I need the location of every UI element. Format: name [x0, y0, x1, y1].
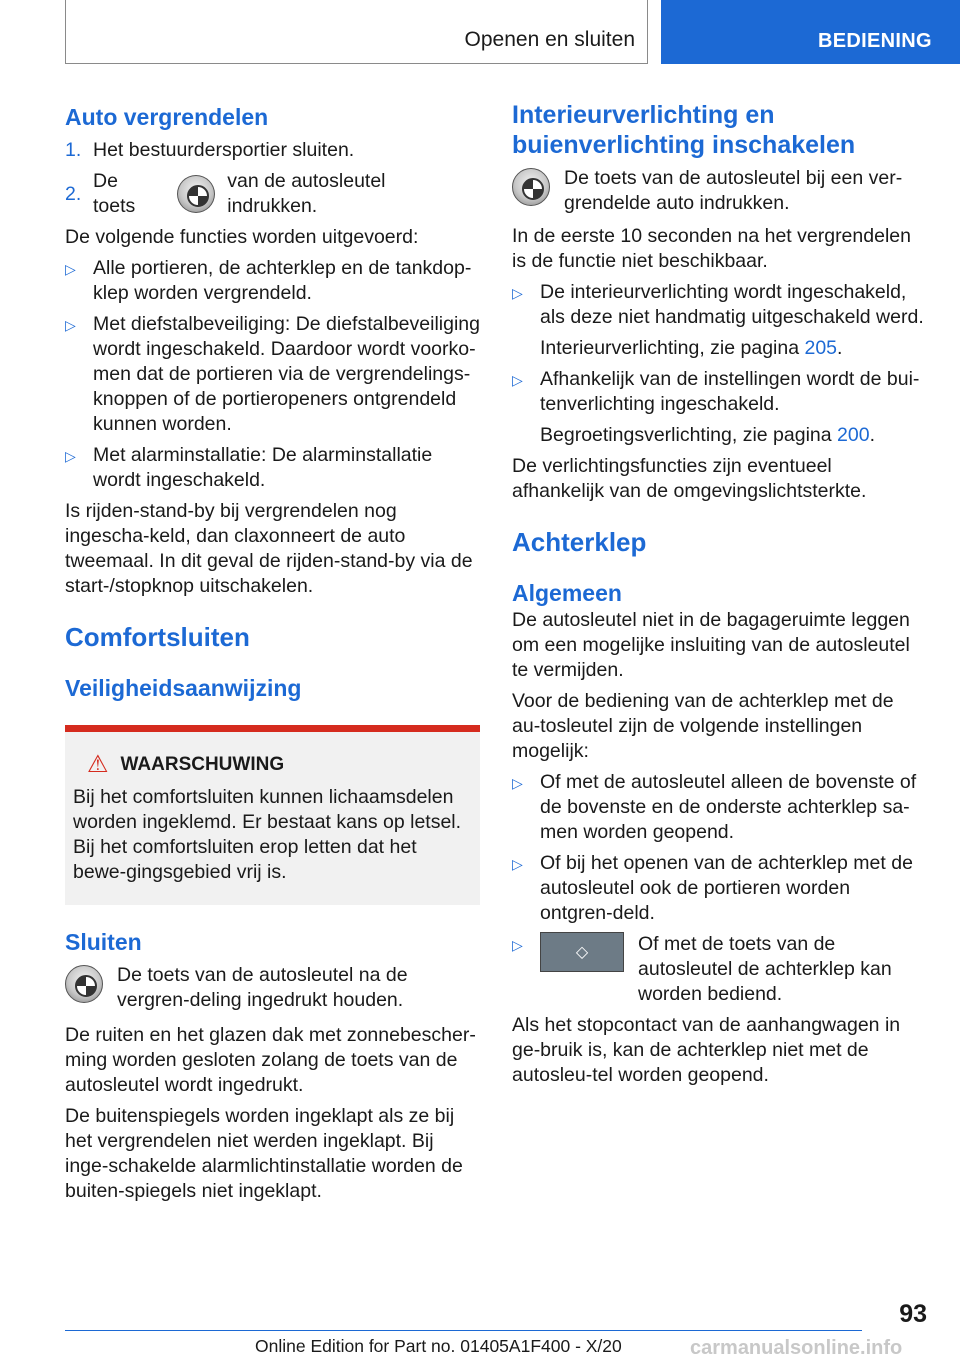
triangle-bullet-icon: ▷ — [65, 261, 76, 277]
standby-paragraph: Is rijden-stand-by bij vergrendelen nog ingescha-keld, dan claxonneert de auto tweemaal. In dit geval de rijden-stand-by via de start-/stopknop uitschakelen. — [65, 500, 473, 597]
list-item: ▷ Met alarminstallatie: De alarminstallatie wordt ingeschakeld. — [65, 444, 433, 491]
functions-intro: De volgende functies worden uitgevoerd: — [65, 226, 419, 248]
page-link-200[interactable]: 200 — [837, 424, 870, 446]
step-1-number: 1. — [65, 139, 82, 161]
footer-rule — [65, 1330, 862, 1331]
page-link-205[interactable]: 205 — [804, 337, 838, 359]
step-2-text-b: van de autosleutel indrukken. — [227, 170, 386, 217]
close-paragraph-1: De ruiten en het glazen dak met zonnebescher-ming worden gesloten zolang de toets van de autosleutel wordt ingedrukt. — [65, 1024, 476, 1096]
header-chapter-label: BEDIENING — [818, 30, 932, 52]
close-paragraph-2: De buitenspiegels worden ingeklapt als ze bij het vergrendelen niet werden ingeklapt. Bij inge-schakelde alarmlichtinstallatie worden de buiten-spiegels niet ingeklapt. — [65, 1105, 463, 1202]
heading-comfortsluiten: Comfortsluiten — [65, 622, 250, 652]
header-section-title: Openen en sluiten — [464, 28, 635, 51]
footer-edition: Online Edition for Part no. 01405A1F400 - X/20 — [255, 1336, 622, 1356]
list-item: ▷ Afhankelijk van de instellingen wordt de bui-tenverlichting ingeschakeld. Begroetingsverlichting, zie pagina 200. — [512, 368, 920, 446]
bmw-key-button-icon — [512, 168, 550, 206]
step-2-text-a: De toets — [93, 170, 136, 217]
interior-paragraph-1: In de eerste 10 seconden na het vergrendelen is de functie niet beschikbaar. — [512, 225, 911, 272]
step-2-number: 2. — [65, 182, 82, 205]
heading-auto-vergrendelen: Auto vergrendelen — [65, 104, 269, 130]
left-column — [65, 100, 480, 1204]
list-item: ▷ Met diefstalbeveiliging: De diefstalbeveiliging wordt ingeschakeld. Daardoor wordt voorko-men dat de portieren via de vergrendelings-knoppen of de portieropeners ontgrendeld kunnen worden. — [65, 313, 480, 435]
triangle-bullet-icon: ▷ — [65, 448, 76, 464]
tailgate-button-icon: ◇ — [540, 932, 624, 972]
right-column — [512, 100, 927, 1088]
warning-box — [65, 725, 480, 905]
general-paragraph-1: De autosleutel niet in de bagageruimte leggen om een mogelijke insluiting van de autosleutel te vermijden. — [512, 609, 910, 681]
triangle-bullet-icon: ▷ — [512, 856, 523, 872]
bmw-key-button-icon — [65, 965, 103, 1003]
close-icon-paragraph: De toets van de autosleutel na de vergren-deling ingedrukt houden. — [65, 963, 480, 1013]
interior-icon-paragraph: De toets van de autosleutel bij een ver-grendelde auto indrukken. — [512, 166, 927, 216]
list-item: ▷ Of met de autosleutel alleen de bovenste of de bovenste en de onderste achterklep sa-men worden geopend. — [512, 771, 917, 843]
heading-achterklep: Achterklep — [512, 527, 647, 557]
warning-title — [87, 752, 472, 777]
triangle-bullet-icon: ▷ — [65, 317, 76, 333]
heading-veiligheidsaanwijzing: Veiligheidsaanwijzing — [65, 675, 302, 701]
step-1-text: Het bestuurdersportier sluiten. — [93, 139, 355, 161]
header-chapter-tab — [661, 0, 960, 64]
list-item: ▷ De interieurverlichting wordt ingeschakeld, als deze niet handmatig uitgeschakeld werd. Interieurverlichting, zie pagina 205. — [512, 281, 924, 359]
bmw-key-button-icon — [177, 175, 215, 213]
step-2 — [65, 169, 480, 219]
step-1 — [65, 138, 480, 163]
heading-sluiten: Sluiten — [65, 929, 142, 955]
triangle-bullet-icon: ▷ — [512, 372, 523, 388]
watermark: carmanualsonline.info — [690, 1337, 903, 1359]
warning-text: Bij het comfortsluiten kunnen lichaamsdelen worden ingeklemd. Er bestaat kans op letsel. Bij het comfortsluiten erop letten dat het bewe-gingsgebied vrij is. — [73, 786, 462, 883]
page-number: 93 — [899, 1300, 927, 1328]
triangle-bullet-icon: ▷ — [512, 937, 523, 953]
triangle-bullet-icon: ▷ — [512, 285, 523, 301]
general-paragraph-3: Als het stopcontact van de aanhangwagen in ge-bruik is, kan de achterklep niet met de autosleu-tel worden geopend. — [512, 1014, 901, 1086]
header-section-box — [65, 0, 648, 64]
heading-interieurverlichting: Interieurverlichting en buienverlichting inschakelen — [512, 101, 856, 159]
list-item: ▷ Alle portieren, de achterklep en de tankdop-klep worden vergrendeld. — [65, 257, 472, 304]
warning-triangle-icon: ⚠ — [87, 750, 109, 778]
triangle-bullet-icon: ▷ — [512, 775, 523, 791]
general-paragraph-2: Voor de bediening van de achterklep met de au-tosleutel zijn de volgende instellingen mogelijk: — [512, 690, 894, 762]
warning-title-text: WAARSCHUWING — [120, 754, 285, 775]
list-item: ▷ ◇ Of met de toets van de autosleutel de achterklep kan worden bediend. — [512, 933, 892, 1005]
list-item: ▷ Of bij het openen van de achterklep met de autosleutel ook de portieren worden ontgren-deld. — [512, 852, 913, 924]
heading-algemeen: Algemeen — [512, 580, 622, 606]
interior-paragraph-2: De verlichtingsfuncties zijn eventueel afhankelijk van de omgevingslichtsterkte. — [512, 455, 867, 502]
